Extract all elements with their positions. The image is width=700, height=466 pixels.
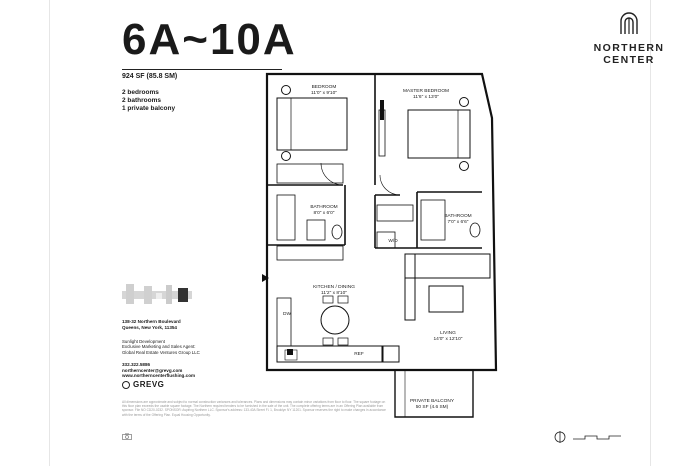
brand-name-line2: CENTER [603,54,655,66]
room-wd: W/D [388,239,398,244]
room-bedroom-name: BEDROOM [311,85,337,90]
room-bath2-dim: 7'0" x 6'6" [447,219,469,225]
unit-specs [122,89,175,114]
room-living-name: LIVING [440,331,456,336]
key-plan-icon [122,282,192,306]
room-bathroom-2 [434,214,482,225]
developer-line2: Global Real Estate Ventures Group LLC [122,349,200,355]
spec-bathrooms: 2 bathrooms [122,97,162,105]
contact-web[interactable]: www.northerncenterflushing.com [122,373,196,379]
north-arrow-scale-icon [553,430,623,444]
legal-disclaimer: All dimensions are approximate and subject to normal construction variances and tolerances. Plans and dimensions may contain minor variations from floor to floor. The square footage on this floor plan exceeds the usable square footage. The Northern required tenders to be furnished in the sale of the unit. The complete offering terms are in an Offering Plan available from sponsor. File NO CD20-0232. SPONSOR: Aspiring Northern LLC. Sponsor's address: 133-40A Street Fl. 1, Brooklyn NY 11201. Sponsor reserves the right to make changes in accordance with the terms of the Offering Plan. Equal Housing Opportunity. [122,400,386,417]
room-master-name: MASTER BEDROOM [402,89,450,94]
room-bedroom [298,85,350,96]
room-bath1-name: BATHROOM [310,205,338,210]
room-bath1-dim: 8'0" x 6'0" [313,210,335,216]
room-master-bedroom [396,89,456,100]
room-kitchen-name: KITCHEN / DINING [313,285,355,290]
room-kitchen-dim: 11'2" x 8'10" [321,290,347,296]
agent-logo-text: GREVG [133,380,165,389]
developer-name: Sunlight Development [122,339,165,344]
contact-info [122,362,272,379]
room-ref: REF [354,352,364,357]
room-master-dim: 11'6" x 13'0" [413,94,439,100]
room-bedroom-dim: 11'0" x 9'10" [311,90,337,96]
room-bathroom-1 [298,205,350,216]
room-living [424,331,472,342]
address-line1: 138-32 Northern Boulevard [122,319,181,324]
floor-plan-drawing [255,70,500,425]
unit-title: 6A~10A [122,15,297,64]
spec-balcony: 1 private balcony [122,105,176,113]
camera-icon[interactable] [122,433,132,440]
developer-line1: Exclusive Marketing and Sales Agent: [122,344,196,350]
room-dw: DW [283,312,291,317]
property-address [122,319,272,330]
room-balcony-name: PRIVATE BALCONY [409,399,455,404]
room-private-balcony [402,399,462,410]
room-kitchen-dining [306,285,362,296]
arch-building-icon [616,12,642,34]
unit-area: 924 SF (85.8 SM) [122,73,178,80]
spec-bedrooms: 2 bedrooms [122,89,159,96]
brand-logo [584,12,674,66]
contact-phone[interactable]: 332.322.5886 [122,362,151,367]
contact-email[interactable]: northerncenter@grevg.com [122,367,183,373]
developer-info [122,339,272,355]
agent-logo-icon [122,381,130,389]
room-living-dim: 14'0" x 12'10" [433,336,463,342]
agent-logo [122,380,164,389]
room-bath2-name: BATHROOM [444,214,472,219]
brand-name-line1: NORTHERN [593,42,665,54]
address-line2: Queens, New York, 11354 [122,324,177,330]
room-balcony-dim: 50 SF (4.6 SM) [415,404,449,410]
